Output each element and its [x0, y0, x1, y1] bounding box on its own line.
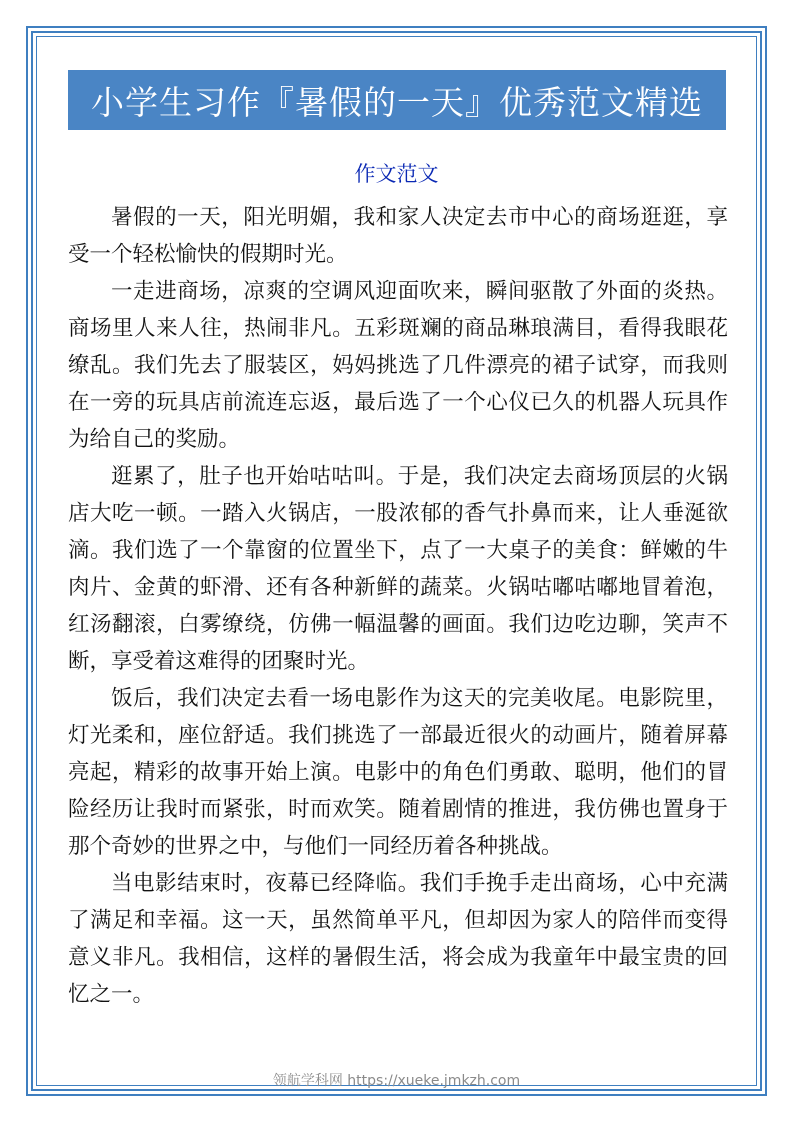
essay-paragraph: 一走进商场，凉爽的空调风迎面吹来，瞬间驱散了外面的炎热。商场里人来人往，热闹非凡。五彩斑斓的商品琳琅满目，看得我眼花缭乱。我们先去了服装区，妈妈挑选了几件漂亮的裙子试穿，而我则在一旁的玩具店前流连忘返，最后选了一个心仪已久的机器人玩具作为给自己的奖励。 [68, 279, 728, 452]
title-banner [68, 70, 726, 130]
essay-body [68, 199, 728, 1013]
section-subtitle: 作文范文 [354, 162, 439, 186]
page-title: 小学生习作『暑假的一天』优秀范文精选 [91, 82, 703, 122]
essay-paragraph: 暑假的一天，阳光明媚，我和家人决定去市中心的商场逛逛，享受一个轻松愉快的假期时光。 [68, 205, 728, 267]
essay-paragraph: 当电影结束时，夜幕已经降临。我们手挽手走出商场，心中充满了满足和幸福。这一天，虽然简单平凡，但却因为家人的陪伴而变得意义非凡。我相信，这样的暑假生活，将会成为我童年中最宝贵的回忆之一。 [68, 871, 728, 1007]
footer-watermark: 领航学科网 https://xueke.jmkzh.com [272, 1073, 521, 1089]
essay-paragraph: 逛累了，肚子也开始咕咕叫。于是，我们决定去商场顶层的火锅店大吃一顿。一踏入火锅店，一股浓郁的香气扑鼻而来，让人垂涎欲滴。我们选了一个靠窗的位置坐下，点了一大桌子的美食：鲜嫩的牛肉片、金黄的虾滑、还有各种新鲜的蔬菜。火锅咕嘟咕嘟地冒着泡，红汤翻滚，白雾缭绕，仿佛一幅温馨的画面。我们边吃边聊，笑声不断，享受着这难得的团聚时光。 [68, 464, 728, 674]
essay-paragraph: 饭后，我们决定去看一场电影作为这天的完美收尾。电影院里，灯光柔和，座位舒适。我们挑选了一部最近很火的动画片，随着屏幕亮起，精彩的故事开始上演。电影中的角色们勇敢、聪明，他们的冒险经历让我时而紧张，时而欢笑。随着剧情的推进，我仿佛也置身于那个奇妙的世界之中，与他们一同经历着各种挑战。 [68, 686, 728, 859]
